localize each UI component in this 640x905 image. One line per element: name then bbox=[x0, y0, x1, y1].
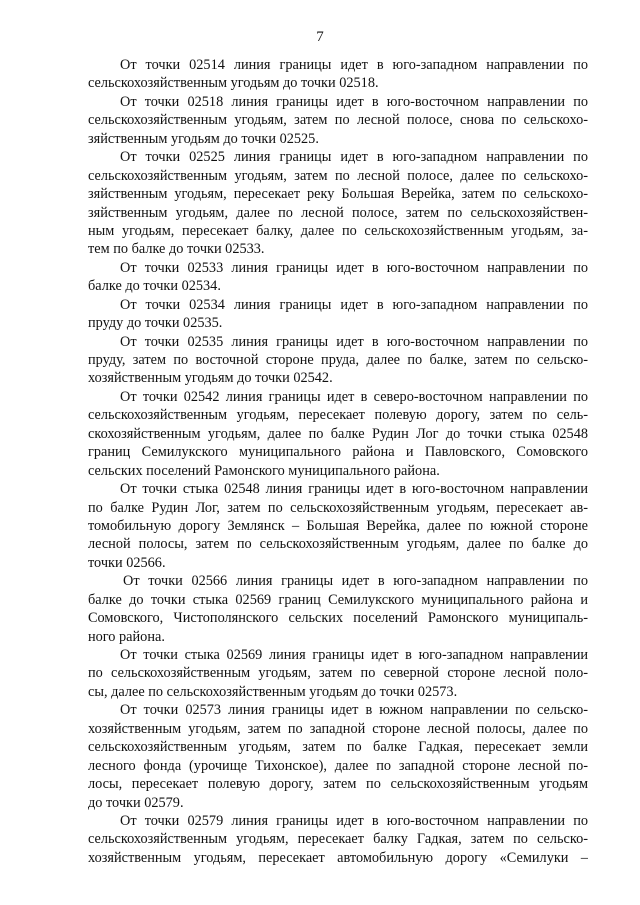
text-line: лесного фонда (урочище Тихонское), далее по западной стороне лесной по- bbox=[88, 757, 588, 774]
text-line: сельскохозяйственным угодьям, затем по балке Гадкая, пересекает земли bbox=[88, 739, 588, 756]
paragraph bbox=[88, 93, 588, 148]
text-line: пруду, затем по восточной стороне пруда, далее по балке, затем по сельско- bbox=[88, 352, 588, 368]
paragraph bbox=[88, 812, 588, 867]
text-line: сельскохозяйственным угодьям, пересекает балку Гадкая, затем по сельско- bbox=[88, 831, 588, 848]
text-line: От точки 02566 линия границы идет в юго-западном направлении по bbox=[123, 573, 588, 590]
text-line: От точки стыка 02548 линия границы идет в юго-восточном направлении bbox=[120, 481, 588, 498]
text-line: От точки 02525 линия границы идет в юго-западном направлении по bbox=[120, 149, 588, 166]
text-line: тем по балке до точки 02533. bbox=[88, 241, 265, 258]
text-line: От точки 02542 линия границы идет в северо-восточном направлении по bbox=[120, 388, 588, 405]
text-line: по сельскохозяйственным угодьям, затем по северной стороне лесной поло- bbox=[88, 665, 588, 682]
text-line: От точки 02534 линия границы идет в юго-западном направлении по bbox=[120, 296, 588, 313]
text-line: лесной полосы, затем по сельскохозяйственным угодьям, далее по балке до bbox=[88, 536, 588, 553]
paragraph bbox=[88, 480, 588, 572]
text-line: Сомовского, Чистополянского сельских поселений Рамонского муниципаль- bbox=[88, 610, 588, 627]
text-line: границ Семилукского муниципального района и Павловского, Сомовского bbox=[88, 444, 588, 461]
paragraph bbox=[88, 388, 588, 480]
text-line: балке до точки стыка 02569 границ Семилукского муниципального района и bbox=[88, 591, 588, 608]
text-line: точки 02566. bbox=[88, 554, 166, 571]
paragraph bbox=[88, 259, 588, 296]
text-line: сельскохозяйственным угодьям до точки 02518. bbox=[88, 75, 379, 92]
text-line: От точки 02514 линия границы идет в юго-западном направлении по bbox=[120, 57, 588, 73]
paragraph bbox=[88, 56, 588, 93]
text-line: до точки 02579. bbox=[88, 794, 184, 811]
text-line: хозяйственным угодьям, пересекает автомобильную дорогу «Семилуки – bbox=[88, 849, 588, 866]
paragraph bbox=[88, 296, 588, 333]
text-line: сы, далее по сельскохозяйственным угодьям до точки 02573. bbox=[88, 683, 458, 700]
page-number: 7 bbox=[316, 29, 324, 45]
text-line: сельскохозяйственным угодьям, пересекает полевую дорогу, затем по сель- bbox=[88, 407, 588, 424]
text-line: сельскохозяйственным угодьям, затем по лесной полосе, снова по сельскохо- bbox=[88, 112, 588, 129]
text-line: томобильную дорогу Землянск – Большая Верейка, далее по южной стороне bbox=[88, 517, 588, 534]
text-line: ного района. bbox=[88, 628, 165, 645]
text-line: зяйственным угодьям, пересекает реку Большая Верейка, затем по сельскохо- bbox=[88, 186, 588, 203]
paragraph bbox=[88, 646, 588, 701]
text-line: ным угодьям, пересекает балку, далее по сельскохозяйственным угодьям, за- bbox=[88, 222, 588, 239]
text-line: От точки стыка 02569 линия границы идет в юго-западном направлении bbox=[120, 647, 588, 663]
text-line: От точки 02573 линия границы идет в южном направлении по сельско- bbox=[120, 702, 588, 719]
text-line: балке до точки 02534. bbox=[88, 278, 221, 295]
text-line: сельскохозяйственным угодьям, затем по лесной полосе, далее по сельскохо- bbox=[88, 167, 588, 184]
paragraph bbox=[88, 572, 588, 646]
text-line: От точки 02535 линия границы идет в юго-восточном направлении по bbox=[120, 333, 588, 350]
text-line: по балке Рудин Лог, затем по сельскохозяйственным угодьям, пересекает ав- bbox=[88, 499, 588, 516]
text-line: От точки 02533 линия границы идет в юго-восточном направлении по bbox=[120, 259, 588, 276]
text-line: лосы, пересекает полевую дорогу, затем по сельскохозяйственным угодьям bbox=[88, 776, 588, 793]
paragraph bbox=[88, 148, 588, 259]
paragraph bbox=[88, 333, 588, 388]
text-line: сельских поселений Рамонского муниципального района. bbox=[88, 462, 440, 479]
text-line: хозяйственным угодьям до точки 02542. bbox=[88, 370, 333, 387]
text-line: зяйственным угодьям до точки 02525. bbox=[88, 130, 319, 147]
text-line: скохозяйственным угодьям, далее по балке Рудин Лог до точки стыка 02548 bbox=[88, 425, 588, 442]
text-line: От точки 02579 линия границы идет в юго-восточном направлении по bbox=[120, 812, 588, 829]
text-line: пруду до точки 02535. bbox=[88, 315, 223, 332]
document-body bbox=[88, 56, 588, 867]
text-line: хозяйственным угодьям, затем по западной стороне лесной полосы, далее по bbox=[88, 720, 588, 737]
text-line: зяйственным угодьям, далее по лесной полосе, затем по сельскохозяйствен- bbox=[88, 204, 588, 221]
text-line: От точки 02518 линия границы идет в юго-восточном направлении по bbox=[120, 93, 588, 110]
paragraph bbox=[88, 701, 588, 812]
